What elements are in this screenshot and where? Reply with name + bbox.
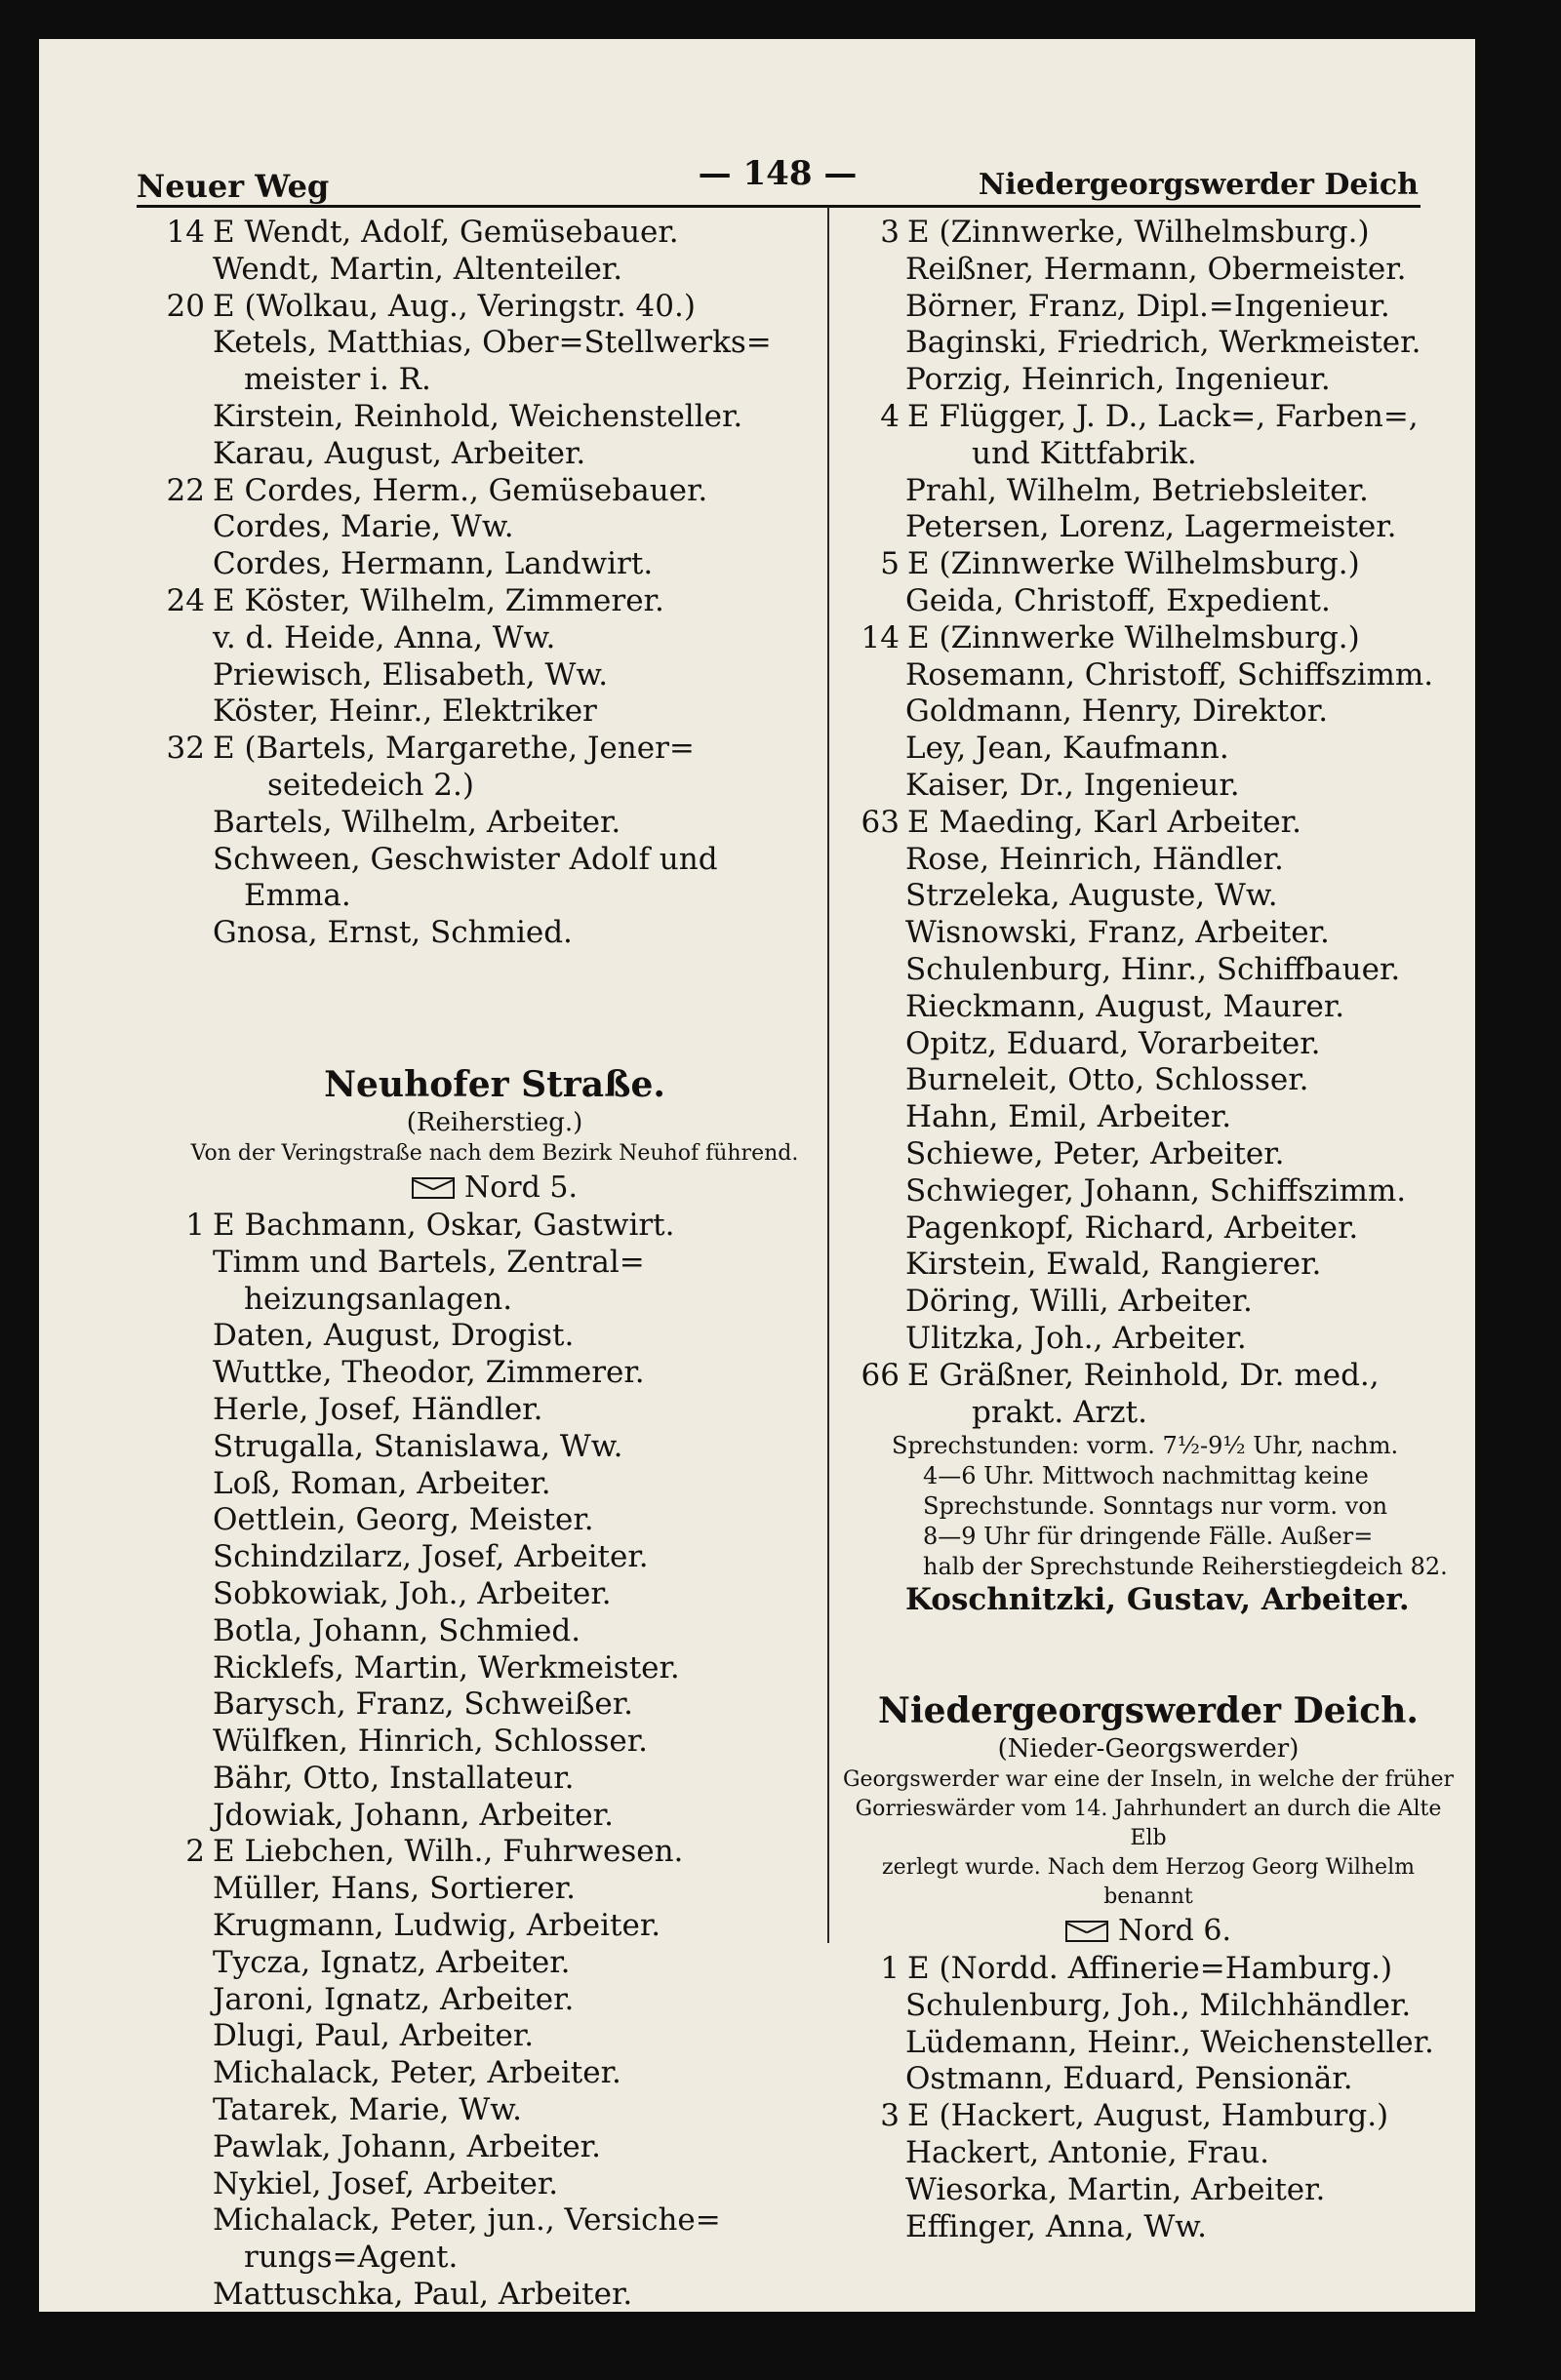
resident-entry xyxy=(841,325,1456,362)
entry-line: Sobkowiak, Joh., Arbeiter. xyxy=(213,1575,612,1611)
house-entry xyxy=(841,1358,1456,1432)
resident-entry xyxy=(158,1502,831,1539)
resident-entry xyxy=(158,1245,831,1319)
entry-line: Wuttke, Theodor, Zimmerer. xyxy=(213,1355,645,1391)
resident-entry xyxy=(158,2129,831,2166)
resident-entry xyxy=(158,694,831,731)
house-number: 3 xyxy=(880,2098,900,2134)
entry-line: Kaiser, Dr., Ingenieur. xyxy=(905,767,1240,803)
note-line: halb der Sprechstunde Reiherstiegdeich 82. xyxy=(923,1553,1448,1581)
house-entry xyxy=(841,620,1456,657)
resident-entry xyxy=(841,2135,1456,2172)
resident-entry xyxy=(841,1321,1456,1358)
entry-line: Barysch, Franz, Schweißer. xyxy=(213,1686,634,1723)
house-entry xyxy=(158,731,831,805)
entry-line: Loß, Roman, Arbeiter. xyxy=(213,1465,551,1501)
page-number: — 148 — xyxy=(698,154,858,193)
section-title: Neuhofer Straße. xyxy=(324,1063,665,1105)
resident-entry xyxy=(158,1650,831,1687)
house-number: 14 xyxy=(861,619,900,655)
envelope-icon xyxy=(1065,1921,1108,1942)
entry-line: Pawlak, Johann, Arbeiter. xyxy=(213,2128,601,2164)
house-entry xyxy=(158,289,831,326)
entry-line: E Bachmann, Oskar, Gastwirt. xyxy=(213,1207,675,1243)
resident-entry xyxy=(841,583,1456,620)
entry-line: Tatarek, Marie, Ww. xyxy=(213,2092,522,2128)
resident-entry xyxy=(158,1724,831,1761)
resident-entry xyxy=(841,989,1456,1026)
resident-entry xyxy=(841,731,1456,768)
resident-entry xyxy=(158,436,831,473)
entry-line: Schulenburg, Joh., Milchhändler. xyxy=(905,1987,1412,2023)
entry-line: E Köster, Wilhelm, Zimmerer. xyxy=(213,582,664,618)
directory-page xyxy=(39,39,1475,2312)
resident-entry xyxy=(841,1173,1456,1210)
resident-entry xyxy=(158,252,831,289)
entry-line: Goldmann, Henry, Direktor. xyxy=(905,694,1329,730)
entry-line: Michalack, Peter, jun., Versiche= xyxy=(213,2202,721,2239)
house-number: 32 xyxy=(166,731,205,767)
entry-line: Jaroni, Ignatz, Arbeiter. xyxy=(213,1981,575,2017)
entry-line: Schwieger, Johann, Schiffszimm. xyxy=(905,1172,1407,1209)
entry-line: E Maeding, Karl Arbeiter. xyxy=(907,804,1301,840)
house-number: 3 xyxy=(880,215,900,250)
entry-line: Schulenburg, Hinr., Schiffbauer. xyxy=(905,951,1401,987)
entry-line: Bartels, Wilhelm, Arbeiter. xyxy=(213,804,621,840)
entry-line: Rieckmann, August, Maurer. xyxy=(905,988,1345,1024)
entry-line: Lüdemann, Heinr., Weichensteller. xyxy=(905,2024,1434,2060)
entry-line: Petersen, Lorenz, Lagermeister. xyxy=(905,509,1397,545)
resident-entry xyxy=(841,694,1456,731)
resident-entry xyxy=(158,2092,831,2129)
house-number: 63 xyxy=(861,804,900,840)
resident-entry xyxy=(158,1945,831,1982)
resident-entry xyxy=(841,1026,1456,1063)
house-entry xyxy=(841,546,1456,583)
house-number: 4 xyxy=(880,398,900,434)
resident-entry xyxy=(158,1429,831,1466)
right-block-1 xyxy=(841,215,1456,1431)
entry-line: E (Hackert, August, Hamburg.) xyxy=(907,2098,1389,2134)
entry-line: Schween, Geschwister Adolf und xyxy=(213,841,718,877)
envelope-icon xyxy=(412,1177,455,1199)
entry-line: Börner, Franz, Dipl.=Ingenieur. xyxy=(905,288,1390,324)
resident-entry xyxy=(841,509,1456,546)
house-number: 5 xyxy=(880,546,900,582)
resident-entry xyxy=(841,1136,1456,1173)
entry-line: Emma. xyxy=(244,878,351,914)
entry-line: Opitz, Eduard, Vorarbeiter. xyxy=(905,1025,1321,1061)
resident-entry xyxy=(158,1686,831,1724)
postal-district xyxy=(158,1169,831,1208)
resident-entry xyxy=(158,399,831,436)
left-block-2 xyxy=(158,1208,831,2312)
entry-line: Müller, Hans, Sortierer. xyxy=(213,1871,576,1907)
left-block-1 xyxy=(158,215,831,952)
entry-line: v. d. Heide, Anna, Ww. xyxy=(213,619,556,655)
note-line: Sprechstunden: vorm. 7½-9½ Uhr, nachm. xyxy=(892,1432,1399,1460)
entry-line: Timm und Bartels, Zentral= xyxy=(213,1244,645,1280)
house-entry xyxy=(841,805,1456,842)
left-column xyxy=(158,215,831,2312)
entry-line: Daten, August, Drogist. xyxy=(213,1318,575,1354)
entry-line: Gnosa, Ernst, Schmied. xyxy=(213,915,573,951)
entry-line: prakt. Arzt. xyxy=(972,1394,1147,1430)
entry-line: Herle, Josef, Händler. xyxy=(213,1391,543,1427)
resident-entry xyxy=(841,1247,1456,1284)
entry-line: E (Zinnwerke Wilhelmsburg.) xyxy=(907,619,1360,655)
resident-entry xyxy=(158,1798,831,1835)
entry-line: E (Bartels, Margarethe, Jener= xyxy=(213,731,695,767)
resident-entry xyxy=(841,657,1456,694)
house-number: 2 xyxy=(185,1834,205,1870)
entry-line: E Cordes, Herm., Gemüsebauer. xyxy=(213,472,708,508)
entry-line: Geida, Christoff, Expedient. xyxy=(905,582,1331,618)
entry-line: Schindzilarz, Josef, Arbeiter. xyxy=(213,1539,649,1575)
resident-entry xyxy=(158,1982,831,2019)
resident-entry xyxy=(841,768,1456,805)
entry-line: Botla, Johann, Schmied. xyxy=(213,1612,581,1648)
entry-line: Ricklefs, Martin, Werkmeister. xyxy=(213,1649,680,1686)
house-number: 20 xyxy=(166,288,205,324)
resident-entry xyxy=(158,2018,831,2055)
postal-district-label: Nord 5. xyxy=(463,1170,578,1205)
note-line: 8—9 Uhr für dringende Fälle. Außer= xyxy=(923,1523,1374,1551)
entry-line: Burneleit, Otto, Schlosser. xyxy=(905,1062,1309,1098)
resident-entry xyxy=(158,546,831,583)
house-number: 24 xyxy=(166,582,205,618)
entry-line: Döring, Willi, Arbeiter. xyxy=(905,1284,1253,1320)
entry-line: Nykiel, Josef, Arbeiter. xyxy=(213,2165,559,2202)
header-left-street: Neuer Weg xyxy=(137,168,330,205)
entry-line: E (Zinnwerke, Wilhelmsburg.) xyxy=(907,215,1370,250)
section-title: Niedergeorgswerder Deich. xyxy=(878,1690,1419,1732)
entry-line: meister i. R. xyxy=(244,362,431,398)
house-entry xyxy=(841,215,1456,252)
entry-line: Wendt, Martin, Altenteiler. xyxy=(213,251,623,287)
entry-line: Karau, August, Arbeiter. xyxy=(213,435,586,471)
resident-entry xyxy=(841,289,1456,326)
entry-line: Porzig, Heinrich, Ingenieur. xyxy=(905,362,1331,398)
section-alt-name: (Nieder-Georgswerder) xyxy=(997,1734,1300,1765)
entry-line: Kirstein, Reinhold, Weichensteller. xyxy=(213,398,743,434)
resident-entry xyxy=(158,1392,831,1429)
postal-district-label: Nord 6. xyxy=(1117,1914,1231,1949)
entry-line: Kirstein, Ewald, Rangierer. xyxy=(905,1247,1322,1283)
house-number: 14 xyxy=(166,215,205,250)
resident-entry xyxy=(841,1210,1456,1248)
entry-line: Dlugi, Paul, Arbeiter. xyxy=(213,2018,535,2054)
resident-entry xyxy=(158,1576,831,1613)
resident-entry xyxy=(158,1539,831,1576)
entry-line: Cordes, Marie, Ww. xyxy=(213,509,514,545)
resident-entry xyxy=(841,952,1456,989)
resident-entry xyxy=(158,1871,831,1908)
resident-entry xyxy=(158,842,831,916)
resident-entry xyxy=(841,2172,1456,2209)
house-entry xyxy=(158,1834,831,1871)
entry-line: Schiewe, Peter, Arbeiter. xyxy=(905,1135,1285,1171)
resident-entry xyxy=(158,325,831,399)
house-number: 1 xyxy=(185,1207,205,1243)
entry-line: Hackert, Antonie, Frau. xyxy=(905,2135,1270,2171)
resident-entry xyxy=(841,2061,1456,2098)
resident-entry: Koschnitzki, Gustav, Arbeiter. xyxy=(905,1582,1410,1618)
entry-line: Ostmann, Eduard, Pensionär. xyxy=(905,2061,1353,2097)
entry-line: Strugalla, Stanislawa, Ww. xyxy=(213,1428,623,1464)
entry-line: Cordes, Hermann, Landwirt. xyxy=(213,546,654,582)
resident-entry xyxy=(158,2055,831,2092)
note-line: 4—6 Uhr. Mittwoch nachmittag keine xyxy=(923,1462,1369,1490)
resident-entry xyxy=(158,1318,831,1355)
entry-line: E Gräßner, Reinhold, Dr. med., xyxy=(907,1357,1380,1393)
resident-entry xyxy=(841,473,1456,510)
entry-line: heizungsanlagen. xyxy=(244,1281,513,1317)
resident-entry xyxy=(841,2025,1456,2062)
consultation-hours-note xyxy=(841,1431,1456,1582)
resident-entry xyxy=(841,362,1456,399)
entry-line: Mattuschka, Paul, Arbeiter. xyxy=(213,2277,633,2312)
entry-line: E (Zinnwerke Wilhelmsburg.) xyxy=(907,546,1360,582)
resident-entry xyxy=(158,2277,831,2312)
resident-entry xyxy=(158,620,831,657)
entry-line: E (Wolkau, Aug., Veringstr. 40.) xyxy=(213,288,696,324)
header-right-street: Niedergeorgswerder Deich xyxy=(978,168,1419,202)
page-header xyxy=(137,107,1419,205)
note-line: Sprechstunde. Sonntags nur vorm. von xyxy=(923,1492,1388,1521)
section-description xyxy=(841,1765,1456,1912)
entry-line: Bähr, Otto, Installateur. xyxy=(213,1760,575,1796)
resident-entry xyxy=(841,842,1456,879)
entry-line: rungs=Agent. xyxy=(244,2240,459,2276)
entry-line: Krugmann, Ludwig, Arbeiter. xyxy=(213,1908,661,1944)
house-number: 22 xyxy=(166,472,205,508)
entry-line: E Wendt, Adolf, Gemüsebauer. xyxy=(213,215,679,250)
entry-line: Oettlein, Georg, Meister. xyxy=(213,1502,594,1538)
header-rule xyxy=(137,205,1421,208)
entry-line: Prahl, Wilhelm, Betriebsleiter. xyxy=(905,472,1369,508)
house-entry xyxy=(158,1208,831,1245)
resident-entry xyxy=(158,1761,831,1798)
entry-line: E Flügger, J. D., Lack=, Farben=, xyxy=(907,398,1419,434)
entry-line: Strzeleka, Auguste, Ww. xyxy=(905,878,1278,914)
entry-line: Pagenkopf, Richard, Arbeiter. xyxy=(905,1210,1359,1246)
entry-line: Jdowiak, Johann, Arbeiter. xyxy=(213,1797,614,1833)
resident-entry xyxy=(158,2202,831,2277)
resident-entry xyxy=(841,915,1456,952)
entry-line: und Kittfabrik. xyxy=(972,435,1197,471)
section-description: Von der Veringstraße nach dem Bezirk Neuhof führend. xyxy=(190,1140,799,1166)
house-entry xyxy=(158,473,831,510)
entry-line: Wisnowski, Franz, Arbeiter. xyxy=(905,915,1330,951)
entry-line: Köster, Heinr., Elektriker xyxy=(213,694,597,730)
entry-line: E Liebchen, Wilh., Fuhrwesen. xyxy=(213,1834,684,1870)
entry-line: Effinger, Anna, Ww. xyxy=(905,2208,1207,2244)
resident-entry xyxy=(841,2209,1456,2246)
resident-entry xyxy=(158,1613,831,1650)
postal-district xyxy=(841,1912,1456,1951)
entry-line: Wiesorka, Martin, Arbeiter. xyxy=(905,2171,1326,2207)
resident-entry xyxy=(841,878,1456,915)
resident-entry xyxy=(158,2166,831,2203)
entry-line: Tycza, Ignatz, Arbeiter. xyxy=(213,1944,571,1980)
resident-entry xyxy=(841,1988,1456,2025)
resident-entry xyxy=(841,1062,1456,1099)
house-entry xyxy=(841,2098,1456,2135)
entry-line: E (Nordd. Affinerie=Hamburg.) xyxy=(907,1951,1393,1987)
resident-entry xyxy=(158,1466,831,1503)
resident-entry xyxy=(158,1355,831,1392)
house-entry xyxy=(841,1951,1456,1988)
entry-line: Ley, Jean, Kaufmann. xyxy=(905,731,1229,767)
house-entry xyxy=(841,399,1456,473)
entry-line: Michalack, Peter, Arbeiter. xyxy=(213,2055,621,2091)
entry-line: Baginski, Friedrich, Werkmeister. xyxy=(905,325,1421,361)
house-entry xyxy=(158,583,831,620)
section-description-line: Gorrieswärder vom 14. Jahrhundert an durch die Alte Elb xyxy=(855,1797,1442,1851)
resident-entry xyxy=(158,509,831,546)
resident-entry xyxy=(841,1284,1456,1321)
resident-entry xyxy=(158,1908,831,1945)
resident-entry xyxy=(158,805,831,842)
entry-line: Hahn, Emil, Arbeiter. xyxy=(905,1099,1232,1135)
entry-line: Ketels, Matthias, Ober=Stellwerks= xyxy=(213,325,772,361)
section-alt-name: (Reiherstieg.) xyxy=(406,1107,583,1137)
resident-entry xyxy=(841,252,1456,289)
resident-entry xyxy=(841,1099,1456,1136)
house-number: 1 xyxy=(880,1951,900,1987)
right-block-2 xyxy=(841,1951,1456,2245)
entry-line: Ulitzka, Joh., Arbeiter. xyxy=(905,1320,1247,1356)
resident-entry xyxy=(158,915,831,952)
section-description-line: Georgswerder war eine der Inseln, in welche der früher xyxy=(842,1767,1455,1793)
entry-line: Wülfken, Hinrich, Schlosser. xyxy=(213,1724,649,1760)
entry-line: Reißner, Hermann, Obermeister. xyxy=(905,251,1407,287)
house-entry xyxy=(158,215,831,252)
entry-line: Rosemann, Christoff, Schiffszimm. xyxy=(905,656,1434,693)
section-description-line: zerlegt wurde. Nach dem Herzog Georg Wilhelm benannt xyxy=(882,1855,1415,1910)
entry-line: Priewisch, Elisabeth, Ww. xyxy=(213,656,609,693)
entry-line: seitedeich 2.) xyxy=(267,767,474,803)
resident-entry xyxy=(158,657,831,694)
entry-line: Rose, Heinrich, Händler. xyxy=(905,841,1284,877)
house-number: 66 xyxy=(861,1357,900,1393)
right-column xyxy=(841,215,1456,2245)
